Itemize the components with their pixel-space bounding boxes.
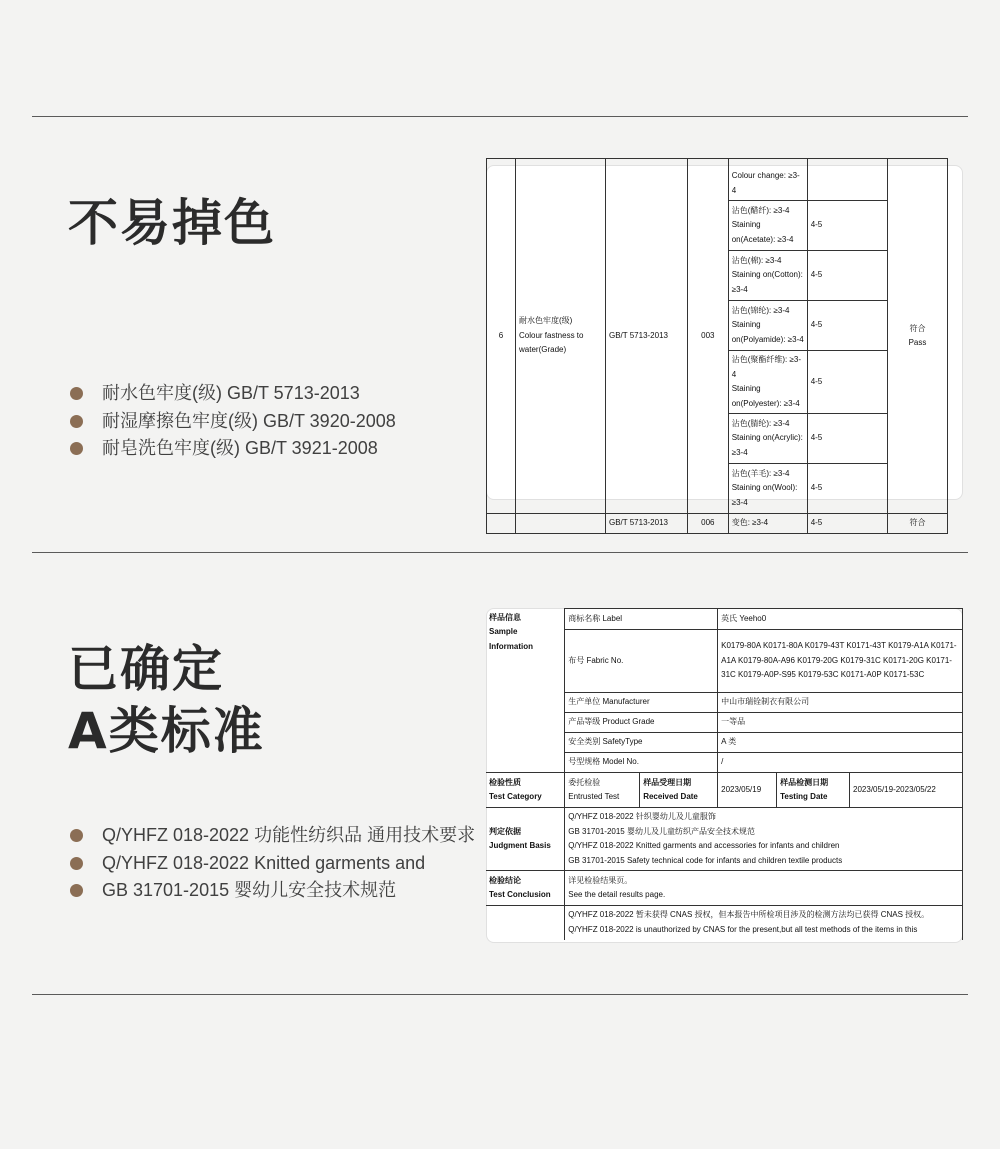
received-date-value: 2023/05/19 <box>718 773 777 808</box>
colour-fastness-report-card <box>486 165 963 527</box>
requirement-cell: 沾色(聚酯纤维): ≥3-4 Staining on(Polyester): ≥3-4 <box>728 351 807 414</box>
bullet-dot-icon <box>70 387 83 400</box>
item-standard: GB/T 5713-2013 <box>605 159 687 514</box>
test-category-header: 检验性质 Test Category <box>486 773 565 808</box>
result-cell: 4-5 <box>807 301 887 351</box>
item-name: 耐水色牢度(级) Colour fastness to water(Grade) <box>516 159 606 514</box>
section2-title-line2: A类标准 <box>68 702 265 760</box>
bullet-dot-icon <box>70 857 83 870</box>
list-item: 耐皂洗色牢度(级) GB/T 3921-2008 <box>70 435 396 463</box>
table-row <box>487 514 948 534</box>
result-cell: 4-5 <box>807 464 887 514</box>
section1-bullet-list <box>70 380 396 463</box>
fabric-key: 布号 Fabric No. <box>565 630 718 693</box>
manufacturer-key: 生产单位 Manufacturer <box>565 693 718 713</box>
requirement-cell: 沾色(羊毛): ≥3-4 Staining on(Wool): ≥3-4 <box>728 464 807 514</box>
requirement-cell: 沾色(锦纶): ≥3-4 Staining on(Polyamide): ≥3-4 <box>728 301 807 351</box>
entrusted-test: 委托检验 Entrusted Test <box>565 773 640 808</box>
list-item: Q/YHFZ 018-2022 功能性纺织品 通用技术要求 <box>70 822 475 850</box>
label-key: 商标名称 Label <box>565 609 718 630</box>
bullet-dot-icon <box>70 829 83 842</box>
row-standard: GB/T 5713-2013 <box>605 514 687 534</box>
sample-info-header: 样品信息 Sample Information <box>486 609 565 773</box>
cnas-note: Q/YHFZ 018-2022 暂未获得 CNAS 授权，但本报告中所检项目涉及的检测方法均已获得 CNAS 授权。 Q/YHFZ 018-2022 is unauthorized by CNAS for the present,but all test methods of the items in this <box>565 906 963 940</box>
result-cell: 4-5 <box>807 201 887 251</box>
note-header <box>486 906 565 940</box>
section2-title-line1: 已确定 <box>68 640 224 698</box>
requirement-cell: 沾色(棉): ≥3-4 Staining on(Cotton): ≥3-4 <box>728 251 807 301</box>
testing-date-label: 样品检测日期 Testing Date <box>777 773 850 808</box>
section2-bullet-list <box>70 822 475 905</box>
list-item: 耐水色牢度(级) GB/T 5713-2013 <box>70 380 396 408</box>
verdict-cell: 符合 <box>887 514 947 534</box>
section1-title: 不易掉色 <box>68 194 276 252</box>
colour-fastness-table <box>486 158 948 534</box>
safety-value: A 类 <box>718 733 963 753</box>
sample-info-table <box>486 608 963 940</box>
requirement-cell: 变色: ≥3-4 <box>728 514 807 534</box>
testing-date-value: 2023/05/19-2023/05/22 <box>850 773 963 808</box>
grade-key: 产品等级 Product Grade <box>565 713 718 733</box>
divider-bottom <box>32 994 968 995</box>
fabric-value: K0179-80A K0171-80A K0179-43T K0171-43T K0179-A1A K0171-A1A K0179-80A-A96 K0179-20G K0179-31C K0171-20G K0171-31C K0179-A0P-S95 K0179-53C K0171-A0P K0171-53C <box>718 630 963 693</box>
verdict-cell: 符合 Pass <box>887 159 947 514</box>
list-item: Q/YHFZ 018-2022 Knitted garments and <box>70 850 475 878</box>
bullet-dot-icon <box>70 884 83 897</box>
divider-middle <box>32 552 968 553</box>
result-cell <box>807 159 887 201</box>
row-blank-cell <box>516 514 606 534</box>
result-cell: 4-5 <box>807 351 887 414</box>
row-sample: 006 <box>687 514 728 534</box>
requirement-cell: Colour change: ≥3-4 <box>728 159 807 201</box>
list-item: GB 31701-2015 婴幼儿安全技术规范 <box>70 877 475 905</box>
model-key: 号型规格 Model No. <box>565 753 718 773</box>
safety-key: 安全类别 SafetyType <box>565 733 718 753</box>
judgment-basis-header: 判定依据 Judgment Basis <box>486 808 565 871</box>
result-cell: 4-5 <box>807 414 887 464</box>
conclusion-value: 详见检验结果页。 See the detail results page. <box>565 871 963 906</box>
requirement-cell: 沾色(腈纶): ≥3-4 Staining on(Acrylic): ≥3-4 <box>728 414 807 464</box>
grade-value: 一等品 <box>718 713 963 733</box>
model-value: / <box>718 753 963 773</box>
list-item: 耐湿摩擦色牢度(级) GB/T 3920-2008 <box>70 408 396 436</box>
result-cell: 4-5 <box>807 251 887 301</box>
judgment-basis-value: Q/YHFZ 018-2022 针织婴幼儿及儿童服饰 GB 31701-2015 婴幼儿及儿童纺织产品安全技术规范 Q/YHFZ 018-2022 Knitted garments and accessories for infants and children GB 31701-2015 Safety technical code for infants and children textile products <box>565 808 963 871</box>
result-cell: 4-5 <box>807 514 887 534</box>
section2-title <box>68 638 265 762</box>
conclusion-header: 检验结论 Test Conclusion <box>486 871 565 906</box>
label-value: 英氏 Yeeho0 <box>718 609 963 630</box>
requirement-cell: 沾色(醋纤): ≥3-4 Staining on(Acetate): ≥3-4 <box>728 201 807 251</box>
divider-top <box>32 116 968 117</box>
row-blank-cell <box>487 514 516 534</box>
sample-info-report-card <box>486 608 963 943</box>
manufacturer-value: 中山市瑞铨制衣有限公司 <box>718 693 963 713</box>
item-sample: 003 <box>687 159 728 514</box>
bullet-dot-icon <box>70 415 83 428</box>
bullet-dot-icon <box>70 442 83 455</box>
received-date-label: 样品受理日期 Received Date <box>640 773 718 808</box>
item-number: 6 <box>487 159 516 514</box>
